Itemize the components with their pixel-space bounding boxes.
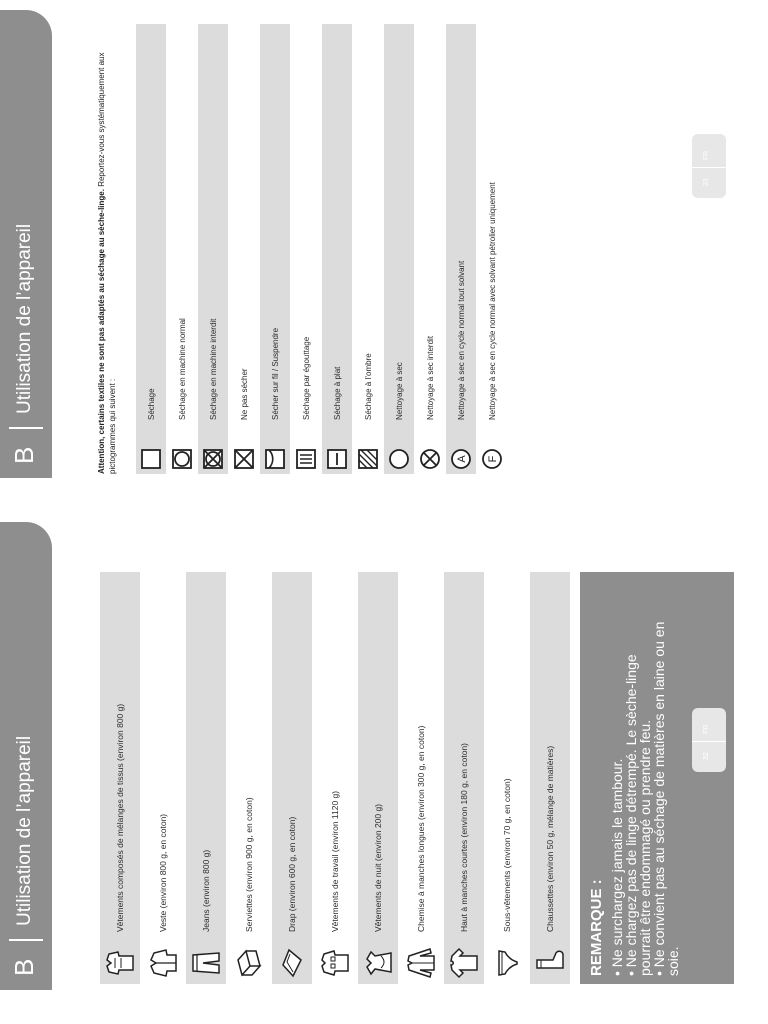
towel-icon <box>232 946 266 980</box>
list-item <box>143 572 183 984</box>
t-shirt-icon <box>447 946 481 980</box>
symbol-label: Nettoyage à sec <box>394 362 404 420</box>
language-code: FR <box>703 724 710 734</box>
symbol-row <box>384 24 414 474</box>
symbol-row <box>353 24 383 474</box>
do-not-tumble-dry-icon <box>202 448 224 470</box>
do-not-dry-icon <box>233 448 255 470</box>
item-label: Jeans (environ 800 g) <box>201 849 211 932</box>
page-32 <box>0 512 768 1024</box>
symbol-row <box>477 24 507 474</box>
list-item <box>315 572 355 984</box>
symbol-label: Nettoyage à sec en cycle normal avec solvant pétrolier uniquement <box>487 182 497 420</box>
symbol-label: Séchage à l’ombre <box>363 353 373 420</box>
remark-heading: REMARQUE : <box>588 879 605 976</box>
symbol-row <box>291 24 321 474</box>
symbol-label: Ne pas sécher <box>239 368 249 420</box>
list-item <box>358 572 398 984</box>
page-footer <box>692 134 726 198</box>
svg-text:A: A <box>456 455 468 463</box>
tumble-dry-normal-icon <box>171 448 193 470</box>
item-label: Haut à manches courtes (environ 180 g, en coton) <box>459 743 469 932</box>
symbol-row <box>229 24 259 474</box>
remark-line: • Ne convient pas au séchage de matières en laine ou en <box>651 621 667 976</box>
list-item <box>444 572 484 984</box>
item-label: Chemise à manches longues (environ 300 g, en coton) <box>416 725 426 932</box>
do-not-dry-clean-icon <box>419 448 441 470</box>
symbol-row <box>136 24 166 474</box>
page-number: 33 <box>703 178 710 186</box>
jacket-icon <box>146 946 180 980</box>
symbol-label: Nettoyage à sec en cycle normal tout solvant <box>456 260 466 420</box>
list-item <box>530 572 570 984</box>
dry-clean-f-icon <box>481 448 503 470</box>
jeans-icon <box>189 946 223 980</box>
symbol-label: Séchage à plat <box>332 366 342 420</box>
page-footer <box>692 708 726 772</box>
list-item <box>401 572 441 984</box>
flat-dry-icon <box>326 448 348 470</box>
symbol-label: Sécher sur fil / Suspendre <box>270 327 280 420</box>
item-label: Vêtements de travail (environ 1120 g) <box>330 790 340 932</box>
remark-line: • Ne chargez pas de linge détrempé. Le sèche-linge <box>623 654 639 976</box>
sheet-icon <box>275 946 309 980</box>
remark-line: pourrait être endommagé ou prendre feu. <box>637 719 653 976</box>
list-item <box>229 572 269 984</box>
remark-line: soie. <box>665 946 681 976</box>
symbol-label: Séchage en machine interdit <box>208 318 218 420</box>
symbol-row <box>446 24 476 474</box>
item-label: Serviettes (environ 900 g, en coton) <box>244 797 254 932</box>
footer-divider <box>692 167 726 168</box>
underwear-icon <box>490 946 524 980</box>
symbol-label: Séchage <box>146 388 156 420</box>
socks-icon <box>533 946 567 980</box>
section-letter: B <box>9 958 39 976</box>
intro-text <box>96 16 118 474</box>
nightwear-icon <box>361 946 395 980</box>
symbol-label: Séchage en machine normal <box>177 318 187 420</box>
symbol-row <box>322 24 352 474</box>
svg-text:F: F <box>487 455 499 463</box>
item-label: Vêtements de nuit (environ 200 g) <box>373 803 383 932</box>
footer-divider <box>692 741 726 742</box>
symbol-row <box>415 24 445 474</box>
section-title: Utilisation de l’appareil <box>14 735 35 926</box>
intro-bold: Attention, certains textiles ne sont pas adaptés au séchage au sèche-linge. <box>97 189 106 474</box>
language-code: FR <box>703 150 710 160</box>
symbol-row <box>260 24 290 474</box>
symbol-row <box>198 24 228 474</box>
list-item <box>186 572 226 984</box>
mixed-garments-icon <box>103 946 137 980</box>
item-label: Chaussettes (environ 50 g, mélange de matières) <box>545 745 555 932</box>
page-header <box>0 10 52 478</box>
dry-clean-icon <box>388 448 410 470</box>
item-label: Veste (environ 800 g, en coton) <box>158 813 168 932</box>
section-title: Utilisation de l’appareil <box>14 223 35 414</box>
header-divider <box>9 939 43 941</box>
line-dry-icon <box>264 448 286 470</box>
symbol-label: Nettoyage à sec interdit <box>425 335 435 420</box>
page-number: 32 <box>703 752 710 760</box>
list-item <box>272 572 312 984</box>
list-item <box>100 572 140 984</box>
intro-rest: Reportez-vous systématiquement aux pictogrammes qui suivent : <box>97 52 117 474</box>
header-divider <box>9 427 43 429</box>
workwear-icon <box>318 946 352 980</box>
section-letter: B <box>9 446 39 464</box>
list-item <box>487 572 527 984</box>
symbol-label: Séchage par égouttage <box>301 336 311 420</box>
symbol-row <box>167 24 197 474</box>
drip-dry-icon <box>295 448 317 470</box>
item-label: Vêtements composés de mélanges de tissus (environ 800 g) <box>115 703 125 932</box>
item-label: Drap (environ 600 g, en coton) <box>287 816 297 932</box>
remark-line: • Ne surchargez jamais le tambour. <box>609 758 625 976</box>
dry-clean-a-icon <box>450 448 472 470</box>
dry-in-shade-icon <box>357 448 379 470</box>
item-label: Sous-vêtements (environ 70 g, en coton) <box>502 778 512 932</box>
tumble-dry-square-icon <box>140 448 162 470</box>
remark-box <box>580 572 734 984</box>
page-header <box>0 522 52 990</box>
long-sleeve-shirt-icon <box>404 946 438 980</box>
